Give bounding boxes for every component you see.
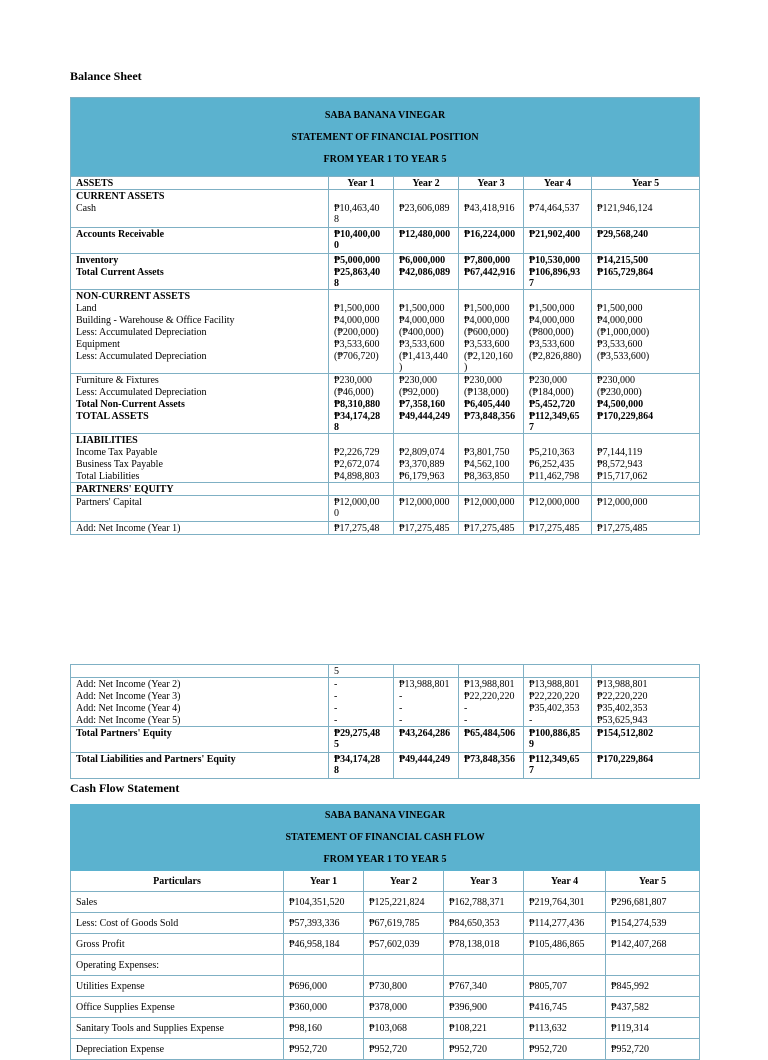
table-row bbox=[71, 302, 700, 314]
year-4-value: ₱21,902,400 bbox=[524, 228, 592, 254]
year-2-value bbox=[394, 290, 459, 303]
year-2-value: (₱1,413,440 ) bbox=[394, 350, 459, 374]
table-row bbox=[71, 1039, 700, 1060]
year-3-value: (₱138,000) bbox=[459, 386, 524, 398]
row-label: Depreciation Expense bbox=[71, 1039, 284, 1060]
row-label: Inventory bbox=[71, 254, 329, 267]
year-4-value: ₱112,349,65 7 bbox=[524, 753, 592, 779]
year-5-value: ₱22,220,220 bbox=[592, 690, 700, 702]
row-label: Furniture & Fixtures bbox=[71, 374, 329, 387]
balance-sheet-heading: Balance Sheet bbox=[70, 69, 142, 83]
year-3-value: ₱43,418,916 bbox=[459, 202, 524, 228]
year-4-value: (₱184,000) bbox=[524, 386, 592, 398]
table-row bbox=[71, 892, 700, 913]
year-1-value bbox=[329, 483, 394, 496]
row-label: Cash bbox=[76, 203, 96, 214]
year-2-value: ₱4,000,000 bbox=[394, 314, 459, 326]
row-label: Total Liabilities and Partners' Equity bbox=[71, 753, 329, 779]
year-4-value bbox=[524, 290, 592, 303]
row-label: Add: Net Income (Year 1) bbox=[71, 522, 329, 535]
year-3-value: ₱230,000 bbox=[459, 374, 524, 387]
row-label: Add: Net Income (Year 5) bbox=[76, 715, 181, 726]
row-label: LIABILITIES bbox=[71, 434, 329, 447]
cash-flow-title-statement: STATEMENT OF FINANCIAL CASH FLOW bbox=[71, 827, 700, 849]
row-label: Equipment bbox=[76, 339, 120, 350]
year-3-value: (₱600,000) bbox=[459, 326, 524, 338]
row-label: Income Tax Payable bbox=[76, 447, 158, 458]
year-1-value: ₱10,463,40 8 bbox=[329, 202, 394, 228]
year-4-value: ₱22,220,220 bbox=[524, 690, 592, 702]
table-row bbox=[71, 913, 700, 934]
year-4-value: ₱105,486,865 bbox=[524, 934, 606, 955]
year-5-value: ₱15,717,062 bbox=[592, 470, 700, 483]
year-1-value: ₱17,275,48 bbox=[329, 522, 394, 535]
year-2-value: - bbox=[394, 690, 459, 702]
year-3-value: ₱65,484,506 bbox=[459, 727, 524, 753]
year-2-value: ₱57,602,039 bbox=[364, 934, 444, 955]
column-header-year-3: Year 3 bbox=[444, 871, 524, 892]
year-2-value: - bbox=[394, 702, 459, 714]
year-4-value: ₱12,000,000 bbox=[524, 496, 592, 522]
table-row bbox=[71, 753, 700, 779]
column-header-year-5: Year 5 bbox=[606, 871, 700, 892]
year-1-value: ₱230,000 bbox=[329, 374, 394, 387]
row-label: Add: Net Income (Year 4) bbox=[76, 703, 181, 714]
year-5-value: (₱230,000) bbox=[592, 386, 700, 398]
year-3-value: - bbox=[459, 702, 524, 714]
year-1-value: (₱46,000) bbox=[329, 386, 394, 398]
year-5-value: ₱142,407,268 bbox=[606, 934, 700, 955]
table-row bbox=[71, 955, 700, 976]
year-4-value: ₱952,720 bbox=[524, 1039, 606, 1060]
table-row bbox=[71, 458, 700, 470]
table-row bbox=[71, 678, 700, 691]
row-label: Less: Accumulated Depreciation bbox=[76, 387, 207, 398]
year-2-value: ₱67,619,785 bbox=[364, 913, 444, 934]
table-row bbox=[71, 483, 700, 496]
table-row bbox=[71, 446, 700, 458]
year-1-value: ₱696,000 bbox=[284, 976, 364, 997]
year-2-value: ₱43,264,286 bbox=[394, 727, 459, 753]
year-2-value: ₱13,988,801 bbox=[394, 678, 459, 691]
year-1-value: ₱952,720 bbox=[284, 1039, 364, 1060]
row-label: TOTAL ASSETS bbox=[76, 411, 149, 422]
table-row bbox=[71, 434, 700, 447]
year-2-value: ₱3,370,889 bbox=[394, 458, 459, 470]
year-2-value: ₱125,221,824 bbox=[364, 892, 444, 913]
year-3-value bbox=[444, 955, 524, 976]
column-header-year-1: Year 1 bbox=[284, 871, 364, 892]
year-3-value: ₱13,988,801 bbox=[459, 678, 524, 691]
row-label: Business Tax Payable bbox=[76, 459, 163, 470]
row-label: Sales bbox=[71, 892, 284, 913]
year-2-value: ₱12,480,000 bbox=[394, 228, 459, 254]
year-1-value: ₱29,275,48 5 bbox=[329, 727, 394, 753]
balance-sheet-table-continued bbox=[70, 664, 700, 779]
year-5-value bbox=[592, 190, 700, 203]
row-label: Add: Net Income (Year 3) bbox=[76, 691, 181, 702]
year-5-value: ₱4,000,000 bbox=[592, 314, 700, 326]
year-3-value: ₱84,650,353 bbox=[444, 913, 524, 934]
year-4-value bbox=[524, 190, 592, 203]
year-4-value: ₱106,896,93 7 bbox=[524, 266, 592, 290]
year-1-value: ₱1,500,000 bbox=[329, 302, 394, 314]
year-4-value: ₱5,210,363 bbox=[524, 446, 592, 458]
year-1-value: - bbox=[329, 690, 394, 702]
table-row bbox=[71, 374, 700, 387]
row-label: NON-CURRENT ASSETS bbox=[71, 290, 329, 303]
year-2-value: ₱378,000 bbox=[364, 997, 444, 1018]
year-5-value: ₱53,625,943 bbox=[592, 714, 700, 727]
row-label: Partners' Capital bbox=[71, 496, 329, 522]
year-1-value: - bbox=[329, 702, 394, 714]
statement-period: FROM YEAR 1 TO YEAR 5 bbox=[323, 154, 447, 165]
table-row bbox=[71, 665, 700, 678]
year-4-value bbox=[524, 955, 606, 976]
row-label: Less: Cost of Goods Sold bbox=[71, 913, 284, 934]
cash-flow-heading: Cash Flow Statement bbox=[70, 781, 180, 795]
row-label: Building - Warehouse & Office Facility bbox=[76, 315, 235, 326]
year-3-value: - bbox=[459, 714, 524, 727]
year-5-value: ₱952,720 bbox=[606, 1039, 700, 1060]
year-5-value: ₱165,729,864 bbox=[592, 266, 700, 290]
table-row bbox=[71, 976, 700, 997]
row-label: Utilities Expense bbox=[71, 976, 284, 997]
year-1-value: ₱10,400,00 0 bbox=[329, 228, 394, 254]
year-5-value: ₱8,572,943 bbox=[592, 458, 700, 470]
year-2-value: ₱42,086,089 bbox=[394, 266, 459, 290]
year-1-value: (₱200,000) bbox=[329, 326, 394, 338]
year-4-value: ₱230,000 bbox=[524, 374, 592, 387]
year-3-value: ₱78,138,018 bbox=[444, 934, 524, 955]
table-row bbox=[71, 470, 700, 483]
year-5-value: ₱170,229,864 bbox=[592, 753, 700, 779]
year-5-value: ₱170,229,864 bbox=[592, 410, 700, 434]
table-row bbox=[71, 228, 700, 254]
row-label: Gross Profit bbox=[71, 934, 284, 955]
year-1-value: ₱4,898,803 bbox=[329, 470, 394, 483]
year-3-value: ₱16,224,000 bbox=[459, 228, 524, 254]
year-3-value: ₱396,900 bbox=[444, 997, 524, 1018]
year-2-value bbox=[364, 955, 444, 976]
year-5-value: ₱12,000,000 bbox=[592, 496, 700, 522]
year-5-value: (₱1,000,000) bbox=[592, 326, 700, 338]
year-5-value: ₱154,274,539 bbox=[606, 913, 700, 934]
table-row bbox=[71, 398, 700, 410]
column-header-year-4: Year 4 bbox=[524, 177, 592, 190]
column-header-year-2: Year 2 bbox=[364, 871, 444, 892]
year-1-value: ₱25,863,40 8 bbox=[329, 266, 394, 290]
row-label: Total Current Assets bbox=[76, 267, 164, 278]
year-1-value: ₱4,000,000 bbox=[329, 314, 394, 326]
year-5-value: ₱296,681,807 bbox=[606, 892, 700, 913]
year-5-value: ₱121,946,124 bbox=[592, 202, 700, 228]
row-label: Operating Expenses: bbox=[71, 955, 284, 976]
table-row bbox=[71, 254, 700, 267]
year-1-value: ₱2,672,074 bbox=[329, 458, 394, 470]
year-5-value: ₱230,000 bbox=[592, 374, 700, 387]
year-3-value: ₱952,720 bbox=[444, 1039, 524, 1060]
year-3-value: ₱73,848,356 bbox=[459, 410, 524, 434]
year-4-value: ₱3,533,600 bbox=[524, 338, 592, 350]
year-2-value bbox=[394, 190, 459, 203]
year-3-value bbox=[459, 290, 524, 303]
year-3-value: ₱4,000,000 bbox=[459, 314, 524, 326]
balance-sheet-title bbox=[71, 98, 700, 177]
year-5-value: ₱845,992 bbox=[606, 976, 700, 997]
row-label: Office Supplies Expense bbox=[71, 997, 284, 1018]
row-label bbox=[71, 665, 329, 678]
year-4-value: ₱416,745 bbox=[524, 997, 606, 1018]
cash-flow-column-header-row bbox=[71, 871, 700, 892]
year-2-value: ₱730,800 bbox=[364, 976, 444, 997]
year-1-value: - bbox=[329, 678, 394, 691]
year-1-value: ₱46,958,184 bbox=[284, 934, 364, 955]
year-1-value: ₱8,310,880 bbox=[329, 398, 394, 410]
year-5-value: ₱17,275,485 bbox=[592, 522, 700, 535]
year-1-value bbox=[284, 955, 364, 976]
year-4-value: ₱11,462,798 bbox=[524, 470, 592, 483]
year-4-value bbox=[524, 434, 592, 447]
year-1-value: - bbox=[329, 714, 394, 727]
year-1-value bbox=[329, 290, 394, 303]
year-2-value bbox=[394, 434, 459, 447]
year-3-value: ₱1,500,000 bbox=[459, 302, 524, 314]
year-5-value: ₱119,314 bbox=[606, 1018, 700, 1039]
row-label: Less: Accumulated Depreciation bbox=[76, 327, 207, 338]
year-4-value: ₱1,500,000 bbox=[524, 302, 592, 314]
year-4-value: ₱114,277,436 bbox=[524, 913, 606, 934]
year-4-value: - bbox=[524, 714, 592, 727]
table-row bbox=[71, 496, 700, 522]
year-3-value: ₱4,562,100 bbox=[459, 458, 524, 470]
row-label: Total Non-Current Assets bbox=[76, 399, 185, 410]
table-row bbox=[71, 350, 700, 374]
year-2-value: ₱7,358,160 bbox=[394, 398, 459, 410]
year-4-value: ₱219,764,301 bbox=[524, 892, 606, 913]
year-3-value: ₱17,275,485 bbox=[459, 522, 524, 535]
year-2-value: ₱952,720 bbox=[364, 1039, 444, 1060]
row-label: Total Liabilities bbox=[76, 471, 140, 482]
year-1-value: (₱706,720) bbox=[329, 350, 394, 374]
year-2-value: (₱400,000) bbox=[394, 326, 459, 338]
year-3-value bbox=[459, 483, 524, 496]
row-label: Sanitary Tools and Supplies Expense bbox=[71, 1018, 284, 1039]
year-3-value: ₱8,363,850 bbox=[459, 470, 524, 483]
year-3-value: ₱3,533,600 bbox=[459, 338, 524, 350]
year-2-value: ₱17,275,485 bbox=[394, 522, 459, 535]
cash-flow-table bbox=[70, 804, 700, 1060]
year-4-value: ₱10,530,000 bbox=[524, 254, 592, 267]
year-5-value: ₱29,568,240 bbox=[592, 228, 700, 254]
row-label: Land bbox=[76, 303, 97, 314]
year-2-value: ₱6,000,000 bbox=[394, 254, 459, 267]
year-3-value: ₱12,000,000 bbox=[459, 496, 524, 522]
year-2-value: - bbox=[394, 714, 459, 727]
balance-sheet-table bbox=[70, 97, 700, 535]
row-label: Accounts Receivable bbox=[71, 228, 329, 254]
year-4-value: ₱100,886,85 9 bbox=[524, 727, 592, 753]
year-5-value: ₱7,144,119 bbox=[592, 446, 700, 458]
column-header-particulars: Particulars bbox=[71, 871, 284, 892]
year-1-value: ₱12,000,00 0 bbox=[329, 496, 394, 522]
table-row bbox=[71, 190, 700, 203]
year-4-value: ₱113,632 bbox=[524, 1018, 606, 1039]
table-row bbox=[71, 266, 700, 290]
row-label: Less: Accumulated Depreciation bbox=[76, 351, 207, 362]
table-row bbox=[71, 386, 700, 398]
table-row bbox=[71, 326, 700, 338]
table-row bbox=[71, 522, 700, 535]
year-5-value: ₱13,988,801 bbox=[592, 678, 700, 691]
year-3-value bbox=[459, 665, 524, 678]
year-4-value: ₱6,252,435 bbox=[524, 458, 592, 470]
year-3-value: ₱7,800,000 bbox=[459, 254, 524, 267]
year-3-value: ₱73,848,356 bbox=[459, 753, 524, 779]
year-2-value: ₱49,444,249 bbox=[394, 410, 459, 434]
year-3-value: ₱162,788,371 bbox=[444, 892, 524, 913]
column-header-row bbox=[71, 177, 700, 190]
year-5-value: ₱437,582 bbox=[606, 997, 700, 1018]
year-2-value: ₱1,500,000 bbox=[394, 302, 459, 314]
table-row bbox=[71, 702, 700, 714]
year-4-value: ₱805,707 bbox=[524, 976, 606, 997]
year-2-value bbox=[394, 483, 459, 496]
year-1-value bbox=[329, 190, 394, 203]
year-4-value bbox=[524, 483, 592, 496]
year-1-value: ₱104,351,520 bbox=[284, 892, 364, 913]
company-name: SABA BANANA VINEGAR bbox=[324, 110, 446, 121]
year-1-value: ₱3,533,600 bbox=[329, 338, 394, 350]
column-header-year-5: Year 5 bbox=[592, 177, 700, 190]
year-3-value bbox=[459, 190, 524, 203]
statement-name: STATEMENT OF FINANCIAL POSITION bbox=[291, 132, 479, 143]
table-row bbox=[71, 410, 700, 434]
year-5-value bbox=[592, 665, 700, 678]
year-2-value: ₱49,444,249 bbox=[394, 753, 459, 779]
year-5-value bbox=[606, 955, 700, 976]
column-header-year-2: Year 2 bbox=[394, 177, 459, 190]
table-row bbox=[71, 690, 700, 702]
year-5-value bbox=[592, 434, 700, 447]
year-2-value: ₱2,809,074 bbox=[394, 446, 459, 458]
year-4-value: (₱800,000) bbox=[524, 326, 592, 338]
table-row bbox=[71, 338, 700, 350]
year-1-value: ₱5,000,000 bbox=[329, 254, 394, 267]
table-row bbox=[71, 997, 700, 1018]
cash-flow-title-company: SABA BANANA VINEGAR bbox=[71, 805, 700, 827]
table-row bbox=[71, 314, 700, 326]
column-header-assets: ASSETS bbox=[71, 177, 329, 190]
table-row bbox=[71, 934, 700, 955]
year-1-value: ₱360,000 bbox=[284, 997, 364, 1018]
year-5-value: (₱3,533,600) bbox=[592, 350, 700, 374]
year-2-value bbox=[394, 665, 459, 678]
year-5-value: ₱14,215,500 bbox=[592, 254, 700, 267]
year-4-value: ₱17,275,485 bbox=[524, 522, 592, 535]
year-2-value: ₱3,533,600 bbox=[394, 338, 459, 350]
year-2-value: ₱6,179,963 bbox=[394, 470, 459, 483]
year-2-value: ₱12,000,000 bbox=[394, 496, 459, 522]
year-3-value bbox=[459, 434, 524, 447]
year-5-value: ₱3,533,600 bbox=[592, 338, 700, 350]
column-header-year-1: Year 1 bbox=[329, 177, 394, 190]
row-label: CURRENT ASSETS bbox=[71, 190, 329, 203]
column-header-year-3: Year 3 bbox=[459, 177, 524, 190]
row-label: PARTNERS' EQUITY bbox=[71, 483, 329, 496]
year-4-value: ₱35,402,353 bbox=[524, 702, 592, 714]
year-4-value: ₱5,452,720 bbox=[524, 398, 592, 410]
year-2-value: ₱103,068 bbox=[364, 1018, 444, 1039]
year-2-value: ₱23,606,089 bbox=[394, 202, 459, 228]
year-3-value: ₱3,801,750 bbox=[459, 446, 524, 458]
year-4-value bbox=[524, 665, 592, 678]
year-3-value: ₱22,220,220 bbox=[459, 690, 524, 702]
year-2-value: (₱92,000) bbox=[394, 386, 459, 398]
year-5-value: ₱154,512,802 bbox=[592, 727, 700, 753]
row-label: Total Partners' Equity bbox=[71, 727, 329, 753]
year-4-value: ₱13,988,801 bbox=[524, 678, 592, 691]
row-label: Add: Net Income (Year 2) bbox=[71, 678, 329, 691]
year-4-value: ₱112,349,65 7 bbox=[524, 410, 592, 434]
cash-flow-title-period: FROM YEAR 1 TO YEAR 5 bbox=[71, 849, 700, 871]
table-row bbox=[71, 202, 700, 228]
year-1-value: ₱2,226,729 bbox=[329, 446, 394, 458]
year-3-value: ₱108,221 bbox=[444, 1018, 524, 1039]
year-5-value: ₱1,500,000 bbox=[592, 302, 700, 314]
year-3-value: ₱6,405,440 bbox=[459, 398, 524, 410]
year-5-value: ₱4,500,000 bbox=[592, 398, 700, 410]
table-row bbox=[71, 714, 700, 727]
table-row bbox=[71, 1018, 700, 1039]
year-5-value bbox=[592, 290, 700, 303]
year-3-value: ₱67,442,916 bbox=[459, 266, 524, 290]
year-1-value: ₱34,174,28 8 bbox=[329, 753, 394, 779]
year-1-value: ₱98,160 bbox=[284, 1018, 364, 1039]
year-4-value: ₱74,464,537 bbox=[524, 202, 592, 228]
table-row bbox=[71, 727, 700, 753]
year-1-value: 5 bbox=[329, 665, 394, 678]
year-2-value: ₱230,000 bbox=[394, 374, 459, 387]
year-1-value: ₱34,174,28 8 bbox=[329, 410, 394, 434]
year-5-value bbox=[592, 483, 700, 496]
year-1-value: ₱57,393,336 bbox=[284, 913, 364, 934]
year-5-value: ₱35,402,353 bbox=[592, 702, 700, 714]
year-3-value: ₱767,340 bbox=[444, 976, 524, 997]
year-4-value: (₱2,826,880) bbox=[524, 350, 592, 374]
year-4-value: ₱4,000,000 bbox=[524, 314, 592, 326]
year-3-value: (₱2,120,160 ) bbox=[459, 350, 524, 374]
year-1-value bbox=[329, 434, 394, 447]
column-header-year-4: Year 4 bbox=[524, 871, 606, 892]
table-row bbox=[71, 290, 700, 303]
